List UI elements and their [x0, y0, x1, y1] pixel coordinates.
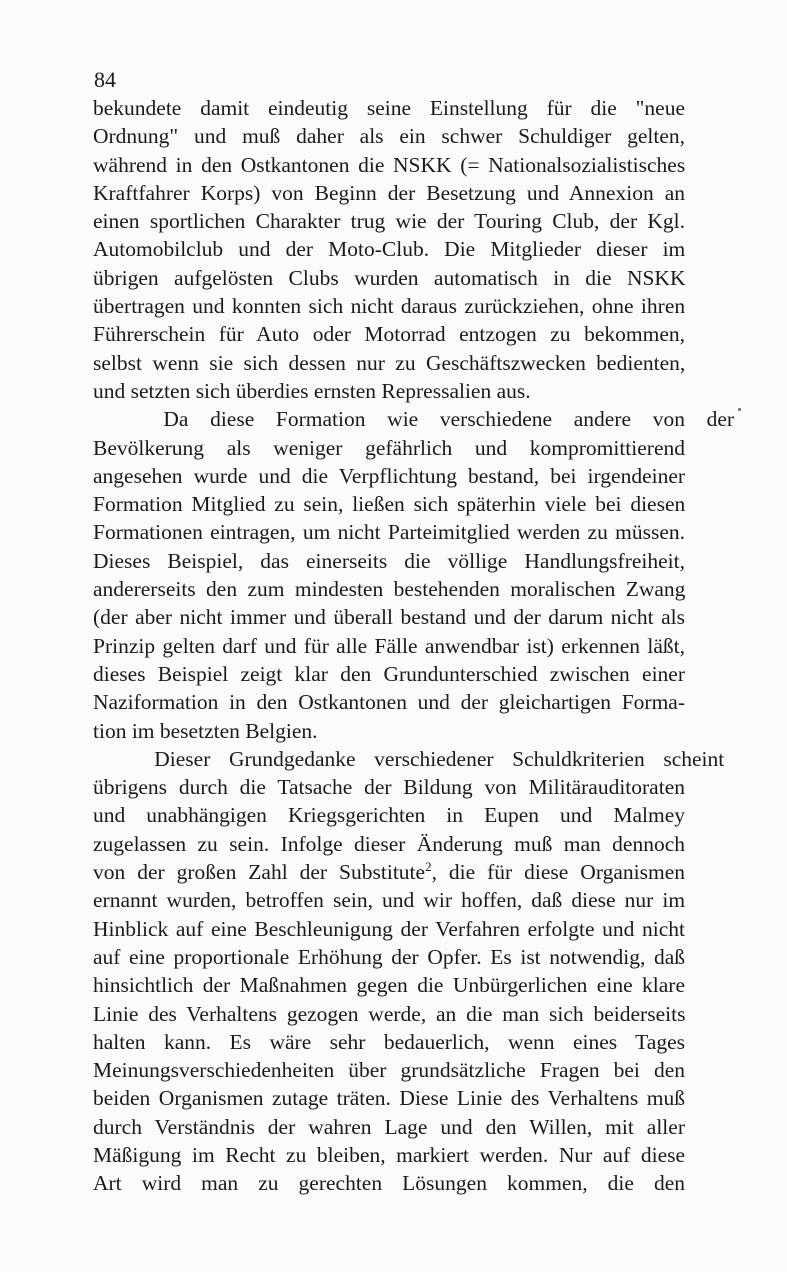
text-line — [93, 377, 685, 405]
text-line-content: zugelassen zu sein. Infolge dieser Änderung muß man dennoch — [93, 831, 685, 856]
text-line — [93, 490, 685, 518]
text-line-content: und unabhängigen Kriegsgerichten in Eupen und Malmey — [93, 803, 685, 828]
text-line — [93, 1028, 685, 1056]
text-line-content: Kraftfahrer Korps) von Beginn der Besetzung und Annexion an — [93, 180, 685, 205]
text-line — [93, 745, 725, 773]
text-line-content: beiden Organismen zutage träten. Diese Linie des Verhaltens muß — [93, 1086, 685, 1111]
text-line-content: Dieses Beispiel, das einerseits die völlige Handlungsfreiheit, — [93, 548, 685, 573]
text-line — [93, 349, 685, 377]
text-line — [93, 801, 685, 829]
text-line — [93, 434, 685, 462]
text-line-content: Ordnung" und muß daher als ein schwer Schuldiger gelten, — [93, 124, 685, 149]
text-line — [93, 122, 685, 150]
text-line-content: (der aber nicht immer und überall bestand und der darum nicht als — [93, 605, 685, 630]
text-line-content: Mäßigung im Recht zu bleiben, markiert werden. Nur auf diese — [93, 1142, 686, 1167]
page-number: 84 — [94, 67, 116, 92]
text-line-content: Da diese Formation wie verschiedene andere von der — [93, 407, 735, 432]
text-line-content: halten kann. Es wäre sehr bedauerlich, wenn eines Tages — [93, 1029, 685, 1054]
text-line — [93, 320, 685, 348]
text-line-content: übrigens durch die Tatsache der Bildung von Militärauditoraten — [93, 775, 685, 800]
text-line — [93, 1169, 685, 1197]
text-line — [93, 405, 735, 433]
text-line — [93, 264, 685, 292]
text-line-content: bekundete damit eindeutig seine Einstellung für die "neue — [93, 96, 685, 120]
text-line — [93, 575, 685, 603]
text-line-content: auf eine proportionale Erhöhung der Opfer. Es ist notwendig, daß — [93, 944, 686, 969]
text-line — [93, 1084, 685, 1112]
text-line — [93, 518, 685, 546]
text-line — [93, 632, 685, 660]
footnote-marker: 2 — [425, 859, 432, 875]
body-text — [93, 94, 735, 1198]
text-line-continuation: , die für diese Organismen — [431, 860, 686, 885]
text-line-content: Meinungsverschiedenheiten über grundsätzliche Fragen bei den — [93, 1058, 685, 1083]
text-line-content: während in den Ostkantonen die NSKK (= Nationalsozialistisches — [93, 152, 686, 177]
text-line — [93, 886, 685, 914]
text-line — [93, 915, 685, 943]
text-line — [93, 688, 685, 716]
text-line — [93, 1000, 685, 1028]
text-line-content: Dieser Grundgedanke verschiedener Schuldkriterien scheint — [93, 746, 725, 771]
text-line — [93, 717, 685, 745]
text-line-content: tion im besetzten Belgien. — [93, 718, 318, 743]
text-line — [93, 773, 685, 801]
text-line — [93, 179, 685, 207]
text-line — [93, 1113, 685, 1141]
text-line-content: hinsichtlich der Maßnahmen gegen die Unbürgerlichen eine klare — [93, 973, 685, 998]
text-line-content: Naziformation in den Ostkantonen und der gleichartigen Forma- — [93, 690, 685, 715]
text-line — [93, 151, 685, 179]
text-line-content: Art wird man zu gerechten Lösungen kommen, die den — [93, 1171, 685, 1196]
text-line-content: Prinzip gelten darf und für alle Fälle anwendbar ist) erkennen läßt, — [93, 633, 685, 658]
text-line-content: und setzten sich überdies ernsten Repressalien aus. — [93, 378, 531, 403]
text-line-content: übrigen aufgelösten Clubs wurden automatisch in die NSKK — [93, 265, 686, 290]
text-line — [93, 603, 685, 631]
text-line-content: Linie des Verhaltens gezogen werde, an die man sich beiderseits — [93, 1001, 686, 1026]
text-line — [93, 462, 685, 490]
text-line — [93, 235, 685, 263]
text-line — [93, 830, 685, 858]
text-line-content: von der großen Zahl der Substitute — [93, 860, 426, 885]
text-line-content: andererseits den zum mindesten bestehenden moralischen Zwang — [93, 577, 686, 602]
text-line — [93, 660, 685, 688]
text-line-content: ernannt wurden, betroffen sein, und wir hoffen, daß diese nur im — [93, 888, 686, 913]
text-line — [93, 207, 685, 235]
text-line-content: dieses Beispiel zeigt klar den Grundunterschied zwischen einer — [93, 661, 685, 686]
text-line — [93, 1056, 685, 1084]
text-line-content: Führerschein für Auto oder Motorrad entzogen zu bekommen, — [93, 322, 685, 347]
text-line-content: angesehen wurde und die Verpflichtung bestand, bei irgendeiner — [93, 463, 686, 488]
text-line-content: Formationen eintragen, um nicht Parteimitglied werden zu müssen. — [93, 520, 685, 545]
text-line — [93, 943, 685, 971]
text-line-content: selbst wenn sie sich dessen nur zu Geschäftszwecken bedienten, — [93, 350, 686, 375]
text-line-content: Hinblick auf eine Beschleunigung der Verfahren erfolgte und nicht — [93, 916, 685, 941]
text-line — [93, 547, 685, 575]
text-line-content: übertragen und konnten sich nicht daraus zurückziehen, ohne ihren — [93, 294, 686, 319]
print-speck — [738, 408, 741, 411]
text-line-content: einen sportlichen Charakter trug wie der Touring Club, der Kgl. — [93, 209, 685, 234]
text-line-content: Bevölkerung als weniger gefährlich und kompromittierend — [93, 435, 685, 460]
text-line — [93, 858, 685, 886]
text-line — [93, 1141, 685, 1169]
text-line — [93, 94, 685, 122]
text-line-content: durch Verständnis der wahren Lage und den Willen, mit aller — [93, 1114, 685, 1139]
text-line — [93, 292, 685, 320]
text-line — [93, 971, 685, 999]
text-line-content: Formation Mitglied zu sein, ließen sich späterhin viele bei diesen — [93, 492, 686, 517]
text-line-content: Automobilclub und der Moto-Club. Die Mitglieder dieser im — [93, 237, 686, 262]
